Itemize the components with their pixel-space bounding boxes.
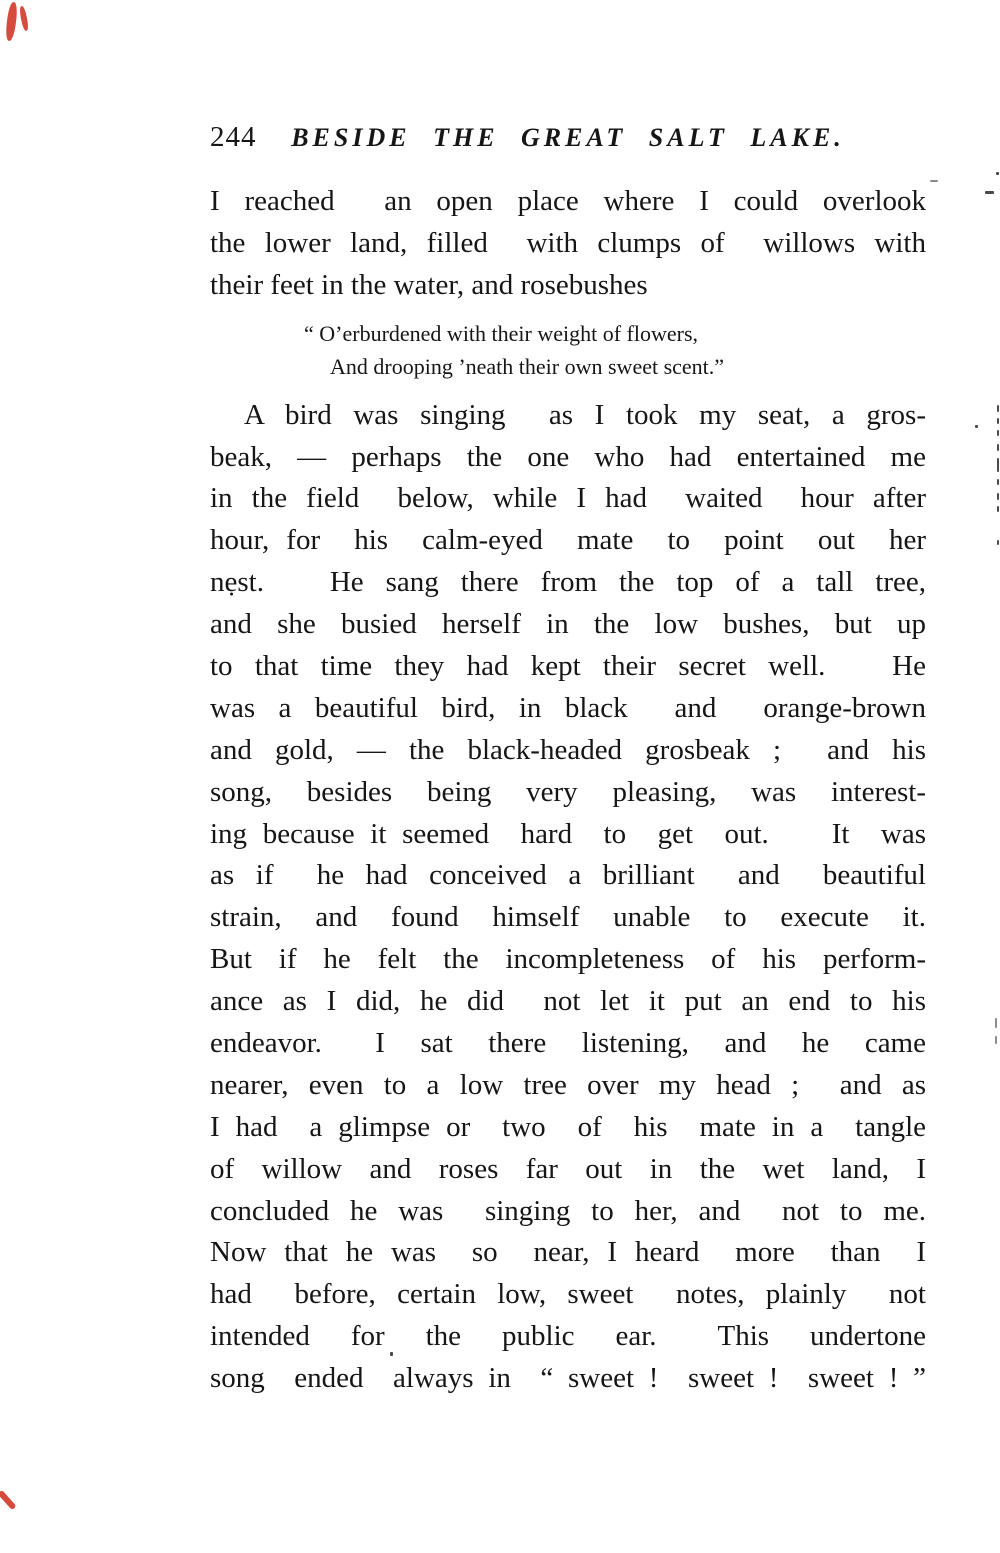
scan-speck — [930, 180, 938, 182]
body-line: to that time they had kept their secret well. He — [210, 650, 926, 683]
scan-speck — [995, 1036, 997, 1044]
text-block — [210, 118, 926, 1400]
body-line: song, besides being very pleasing, was interest- — [210, 775, 926, 808]
body-line: hour, for his calm-eyed mate to point out her — [210, 524, 926, 557]
verse-line: “ O’erburdened with their weight of flowers, — [304, 320, 699, 346]
body-line: nearer, even to a low tree over my head ; and as — [210, 1068, 926, 1101]
page-number: 244 — [210, 121, 257, 153]
scan-speck — [997, 506, 999, 512]
paragraph-main — [210, 395, 926, 1400]
page-header — [210, 118, 926, 156]
verse-quote — [210, 317, 926, 383]
red-ink-mark-left-edge — [0, 1490, 17, 1510]
body-line: in the field below, while I had waited hour after — [210, 482, 926, 515]
body-line: strain, and found himself unable to execute it. — [210, 901, 926, 934]
body-line: song ended always in “ sweet ! sweet ! sweet ! ” — [210, 1362, 926, 1395]
body-line: endeavor. I sat there listening, and he came — [210, 1027, 926, 1060]
scan-speck — [996, 172, 999, 175]
body-line: had before, certain low, sweet notes, plainly not — [210, 1278, 926, 1311]
body-line: Now that he was so near, I heard more than I — [210, 1236, 926, 1269]
scan-speck — [997, 444, 999, 451]
body-line: as if he had conceived a brilliant and beautiful — [210, 859, 926, 892]
scan-speck — [997, 479, 999, 485]
verse-line: And drooping ’neath their own sweet scent.” — [330, 353, 725, 379]
red-ink-mark-top-left-1 — [5, 2, 19, 42]
body-line: concluded he was singing to her, and not to me. — [210, 1194, 926, 1227]
running-title: BESIDE THE GREAT SALT LAKE. — [291, 123, 845, 152]
scan-speck — [997, 493, 999, 500]
body-line: beak, — perhaps the one who had entertained me — [210, 440, 926, 473]
body-line: I had a glimpse or two of his mate in a tangle — [210, 1110, 926, 1143]
body-line: nẹst. He sang there from the top of a tall tree, — [210, 566, 926, 599]
body-line: But if he felt the incompleteness of his perform- — [210, 943, 926, 976]
body-line: of willow and roses far out in the wet land, I — [210, 1152, 926, 1185]
body-line: ance as I did, he did not let it put an end to his — [210, 985, 926, 1018]
scan-speck — [997, 458, 999, 472]
paragraph-continuation — [210, 181, 926, 307]
scan-speck — [997, 540, 999, 545]
body-line: their feet in the water, and rosebushes — [210, 268, 648, 301]
body-line: A bird was singing as I took my seat, a gros- — [244, 398, 926, 431]
red-ink-mark-top-left-2 — [19, 6, 30, 32]
body-line: intended for the public ear. This undertone — [210, 1320, 926, 1353]
body-line: was a beautiful bird, in black and orange-brown — [210, 691, 926, 724]
body-line: and she busied herself in the low bushes, but up — [210, 608, 926, 641]
scan-speck — [997, 405, 999, 412]
body-line: ing because it seemed hard to get out. It was — [210, 817, 926, 850]
scan-speck — [975, 425, 978, 428]
scan-speck — [995, 1018, 997, 1028]
scan-speck — [997, 430, 999, 436]
body-line: I reached an open place where I could overlook — [210, 185, 926, 217]
body-line: the lower land, filled with clumps of willows with — [210, 226, 926, 259]
body-line: and gold, — the black-headed grosbeak ; and his — [210, 733, 926, 766]
scan-speck — [985, 191, 994, 194]
scan-speck — [997, 418, 999, 424]
